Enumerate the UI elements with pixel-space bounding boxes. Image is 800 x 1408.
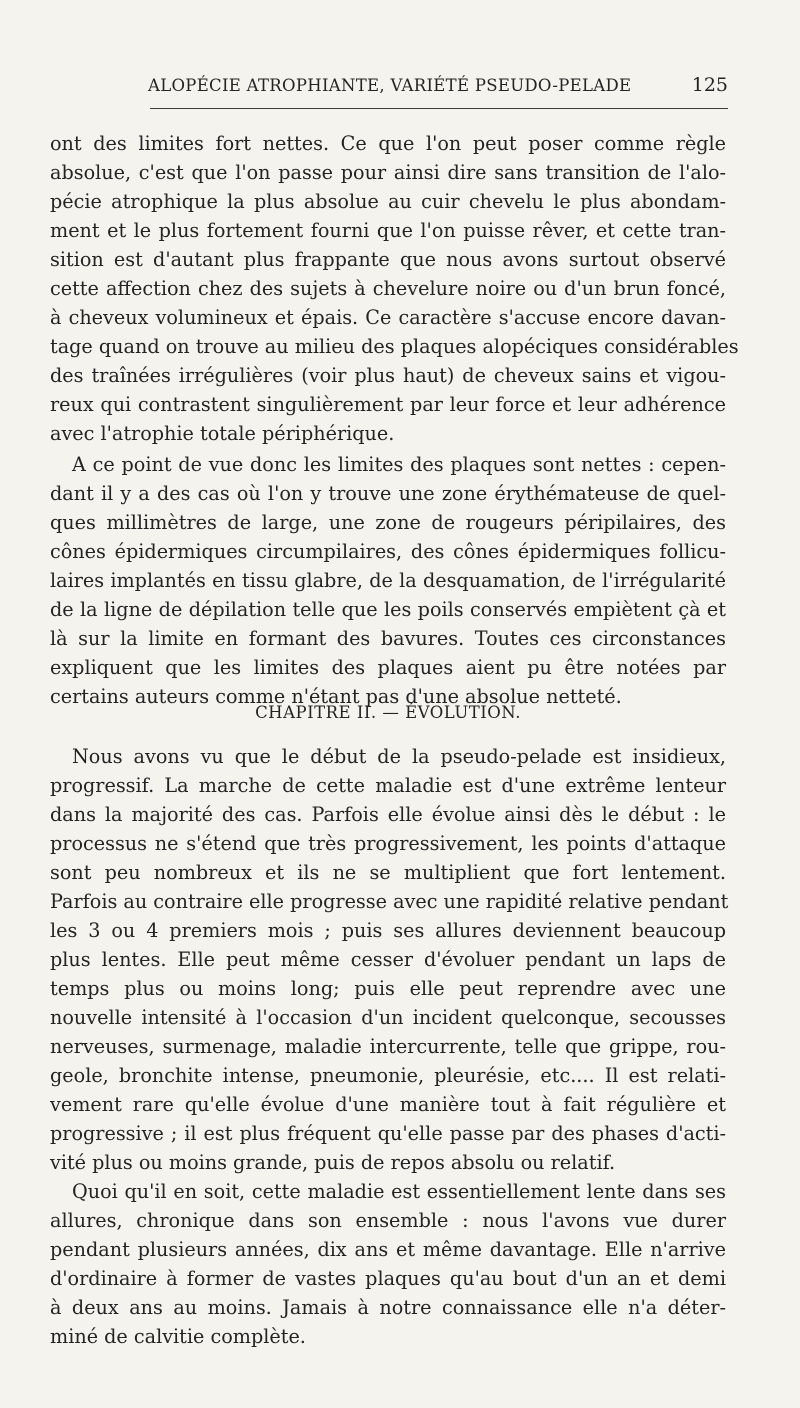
text-line: geole, bronchite intense, pneumonie, pleurésie, etc.... Il est relati- bbox=[50, 1064, 726, 1087]
text-line: nerveuses, surmenage, maladie intercurrente, telle que grippe, rou- bbox=[50, 1035, 726, 1058]
text-line: Nous avons vu que le début de la pseudo-pelade est insidieux, bbox=[72, 745, 726, 768]
text-line: là sur la limite en formant des bavures. Toutes ces circonstances bbox=[50, 627, 726, 650]
text-line: sition est d'autant plus frappante que nous avons surtout observé bbox=[50, 248, 726, 271]
text-line: laires implantés en tissu glabre, de la desquamation, de l'irrégularité bbox=[50, 569, 726, 592]
text-line: de la ligne de dépilation telle que les poils conservés empiètent çà et bbox=[50, 598, 726, 621]
text-line: cônes épidermiques circumpilaires, des cônes épidermiques follicu- bbox=[50, 540, 726, 563]
text-line: ques millimètres de large, une zone de rougeurs péripilaires, des bbox=[50, 511, 726, 534]
text-line: avec l'atrophie totale périphérique. bbox=[50, 422, 395, 445]
text-line: des traînées irrégulières (voir plus haut) de cheveux sains et vigou- bbox=[50, 364, 726, 387]
text-line: vement rare qu'elle évolue d'une manière tout à fait régulière et bbox=[50, 1093, 726, 1116]
text-line: dant il y a des cas où l'on y trouve une zone érythémateuse de quel- bbox=[50, 482, 726, 505]
text-line: A ce point de vue donc les limites des plaques sont nettes : cepen- bbox=[72, 453, 726, 476]
text-line: ment et le plus fortement fourni que l'on puisse rêver, et cette tran- bbox=[50, 219, 726, 242]
text-line: Quoi qu'il en soit, cette maladie est essentiellement lente dans ses bbox=[72, 1180, 726, 1203]
text-line: allures, chronique dans son ensemble : nous l'avons vue durer bbox=[50, 1209, 726, 1232]
text-line: à cheveux volumineux et épais. Ce caractère s'accuse encore davan- bbox=[50, 306, 726, 329]
chapter-heading: CHAPITRE II. — ÉVOLUTION. bbox=[255, 703, 521, 722]
page-number: 125 bbox=[691, 74, 728, 96]
text-line: reux qui contrastent singulièrement par leur force et leur adhérence bbox=[50, 393, 726, 416]
text-line: certains auteurs comme n'étant pas d'une absolue netteté. bbox=[50, 685, 622, 708]
text-line: nouvelle intensité à l'occasion d'un incident quelconque, secousses bbox=[50, 1006, 726, 1029]
text-line: progressive ; il est plus fréquent qu'elle passe par des phases d'acti- bbox=[50, 1122, 726, 1145]
text-line: pendant plusieurs années, dix ans et même davantage. Elle n'arrive bbox=[50, 1238, 726, 1261]
text-line: à deux ans au moins. Jamais à notre connaissance elle n'a déter- bbox=[50, 1296, 726, 1319]
text-line: vité plus ou moins grande, puis de repos absolu ou relatif. bbox=[50, 1151, 616, 1174]
text-line: Parfois au contraire elle progresse avec une rapidité relative pendant bbox=[50, 890, 729, 913]
running-header bbox=[52, 70, 728, 104]
text-line: processus ne s'étend que très progressivement, les points d'attaque bbox=[50, 832, 726, 855]
text-line: progressif. La marche de cette maladie est d'une extrême lenteur bbox=[50, 774, 726, 797]
text-line: sont peu nombreux et ils ne se multiplient que fort lentement. bbox=[50, 861, 726, 884]
text-line: expliquent que les limites des plaques aient pu être notées par bbox=[50, 656, 726, 679]
text-line: plus lentes. Elle peut même cesser d'évoluer pendant un laps de bbox=[50, 948, 726, 971]
text-line: les 3 ou 4 premiers mois ; puis ses allures deviennent beaucoup bbox=[50, 919, 726, 942]
running-title: ALOPÉCIE ATROPHIANTE, VARIÉTÉ PSEUDO-PELADE bbox=[148, 76, 632, 95]
text-line: absolue, c'est que l'on passe pour ainsi dire sans transition de l'alo- bbox=[50, 161, 726, 184]
text-line: temps plus ou moins long; puis elle peut reprendre avec une bbox=[50, 977, 726, 1000]
text-line: cette affection chez des sujets à chevelure noire ou d'un brun foncé, bbox=[50, 277, 726, 300]
text-line: tage quand on trouve au milieu des plaques alopéciques considérables bbox=[50, 335, 739, 358]
text-line: miné de calvitie complète. bbox=[50, 1325, 306, 1348]
text-line: d'ordinaire à former de vastes plaques qu'au bout d'un an et demi bbox=[50, 1267, 726, 1290]
text-line: ont des limites fort nettes. Ce que l'on peut poser comme règle bbox=[50, 132, 726, 155]
header-rule bbox=[150, 108, 728, 109]
text-line: dans la majorité des cas. Parfois elle évolue ainsi dès le début : le bbox=[50, 803, 726, 826]
text-line: pécie atrophique la plus absolue au cuir chevelu le plus abondam- bbox=[50, 190, 726, 213]
